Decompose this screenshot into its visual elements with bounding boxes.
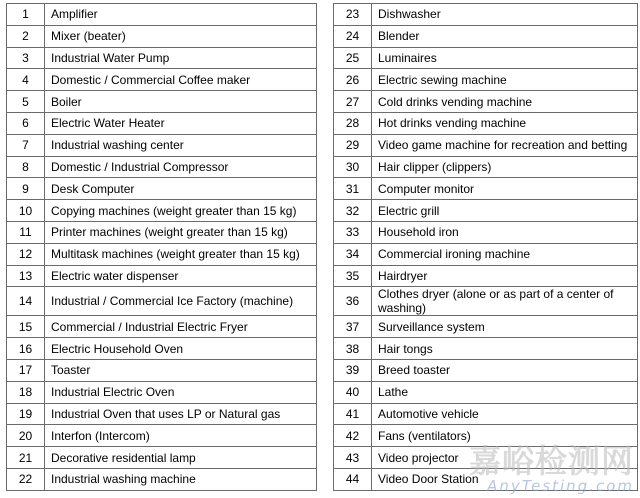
row-number: 44 bbox=[334, 468, 372, 490]
row-item: Industrial Oven that uses LP or Natural gas bbox=[45, 403, 317, 425]
row-number: 35 bbox=[334, 265, 372, 287]
row-number: 26 bbox=[334, 69, 372, 91]
row-number: 27 bbox=[334, 91, 372, 113]
row-number: 30 bbox=[334, 156, 372, 178]
row-item: Industrial washing machine bbox=[45, 468, 317, 490]
table-row bbox=[334, 359, 638, 381]
row-item: Breed toaster bbox=[372, 359, 638, 381]
row-item: Video Door Station bbox=[372, 468, 638, 490]
row-item: Video game machine for recreation and betting bbox=[372, 134, 638, 156]
row-item: Electric Water Heater bbox=[45, 112, 317, 134]
row-item: Commercial / Industrial Electric Fryer bbox=[45, 316, 317, 338]
table-row bbox=[334, 425, 638, 447]
table-row bbox=[7, 243, 317, 265]
row-number: 16 bbox=[7, 338, 45, 360]
table-row bbox=[334, 316, 638, 338]
table-row bbox=[7, 178, 317, 200]
row-number: 2 bbox=[7, 25, 45, 47]
row-number: 12 bbox=[7, 243, 45, 265]
row-item: Automotive vehicle bbox=[372, 403, 638, 425]
table-row bbox=[7, 69, 317, 91]
table-row bbox=[334, 447, 638, 469]
row-number: 11 bbox=[7, 221, 45, 243]
row-number: 36 bbox=[334, 287, 372, 316]
product-list bbox=[6, 3, 638, 491]
row-item: Hairdryer bbox=[372, 265, 638, 287]
row-item: Multitask machines (weight greater than 15 kg) bbox=[45, 243, 317, 265]
table-row bbox=[334, 134, 638, 156]
table-row bbox=[7, 134, 317, 156]
right-table bbox=[333, 3, 638, 491]
row-number: 17 bbox=[7, 359, 45, 381]
row-item: Mixer (beater) bbox=[45, 25, 317, 47]
row-item: Clothes dryer (alone or as part of a center of washing) bbox=[372, 287, 638, 316]
row-number: 10 bbox=[7, 200, 45, 222]
table-row bbox=[7, 91, 317, 113]
row-item: Industrial / Commercial Ice Factory (machine) bbox=[45, 287, 317, 316]
row-item: Printer machines (weight greater than 15 kg) bbox=[45, 221, 317, 243]
table-row bbox=[334, 403, 638, 425]
row-number: 13 bbox=[7, 265, 45, 287]
row-item: Surveillance system bbox=[372, 316, 638, 338]
row-item: Cold drinks vending machine bbox=[372, 91, 638, 113]
table-row bbox=[7, 468, 317, 490]
table-row bbox=[334, 25, 638, 47]
table-row bbox=[7, 338, 317, 360]
row-number: 29 bbox=[334, 134, 372, 156]
row-item: Dishwasher bbox=[372, 4, 638, 26]
row-number: 34 bbox=[334, 243, 372, 265]
row-number: 39 bbox=[334, 359, 372, 381]
table-row bbox=[334, 265, 638, 287]
table-row bbox=[7, 112, 317, 134]
row-number: 31 bbox=[334, 178, 372, 200]
row-item: Domestic / Commercial Coffee maker bbox=[45, 69, 317, 91]
row-item: Hair clipper (clippers) bbox=[372, 156, 638, 178]
table-row bbox=[334, 468, 638, 490]
row-item: Computer monitor bbox=[372, 178, 638, 200]
row-number: 20 bbox=[7, 425, 45, 447]
row-number: 23 bbox=[334, 4, 372, 26]
row-item: Hot drinks vending machine bbox=[372, 112, 638, 134]
table-row bbox=[7, 4, 317, 26]
column-gap bbox=[317, 3, 333, 491]
row-number: 38 bbox=[334, 338, 372, 360]
table-row bbox=[334, 47, 638, 69]
table-row bbox=[334, 112, 638, 134]
row-item: Amplifier bbox=[45, 4, 317, 26]
table-row bbox=[7, 359, 317, 381]
row-number: 41 bbox=[334, 403, 372, 425]
row-item: Fans (ventilators) bbox=[372, 425, 638, 447]
table-row bbox=[334, 200, 638, 222]
row-item: Interfon (Intercom) bbox=[45, 425, 317, 447]
row-number: 43 bbox=[334, 447, 372, 469]
row-item: Desk Computer bbox=[45, 178, 317, 200]
row-item: Decorative residential lamp bbox=[45, 447, 317, 469]
watermark-en: AnyTesting.com bbox=[487, 477, 634, 495]
table-row bbox=[334, 156, 638, 178]
table-row bbox=[334, 338, 638, 360]
table-row bbox=[7, 200, 317, 222]
row-item: Electric sewing machine bbox=[372, 69, 638, 91]
row-number: 15 bbox=[7, 316, 45, 338]
table-row bbox=[334, 243, 638, 265]
table-row bbox=[7, 287, 317, 316]
row-item: Luminaires bbox=[372, 47, 638, 69]
row-number: 1 bbox=[7, 4, 45, 26]
table-row bbox=[7, 316, 317, 338]
row-item: Blender bbox=[372, 25, 638, 47]
row-number: 28 bbox=[334, 112, 372, 134]
left-table bbox=[6, 3, 317, 491]
table-row bbox=[7, 156, 317, 178]
table-row bbox=[7, 425, 317, 447]
table-row bbox=[7, 447, 317, 469]
row-number: 9 bbox=[7, 178, 45, 200]
row-number: 19 bbox=[7, 403, 45, 425]
table-row bbox=[7, 403, 317, 425]
row-number: 42 bbox=[334, 425, 372, 447]
row-number: 5 bbox=[7, 91, 45, 113]
row-number: 22 bbox=[7, 468, 45, 490]
row-item: Industrial Electric Oven bbox=[45, 381, 317, 403]
row-number: 25 bbox=[334, 47, 372, 69]
row-number: 37 bbox=[334, 316, 372, 338]
table-row bbox=[334, 91, 638, 113]
row-number: 8 bbox=[7, 156, 45, 178]
table-row bbox=[7, 265, 317, 287]
row-item: Boiler bbox=[45, 91, 317, 113]
row-number: 18 bbox=[7, 381, 45, 403]
row-number: 21 bbox=[7, 447, 45, 469]
row-number: 24 bbox=[334, 25, 372, 47]
row-number: 3 bbox=[7, 47, 45, 69]
watermark-cn: 嘉峪检测网 bbox=[468, 442, 634, 480]
row-number: 7 bbox=[7, 134, 45, 156]
row-item: Industrial washing center bbox=[45, 134, 317, 156]
table-row bbox=[7, 381, 317, 403]
row-item: Electric Household Oven bbox=[45, 338, 317, 360]
row-item: Lathe bbox=[372, 381, 638, 403]
table-row bbox=[334, 381, 638, 403]
row-item: Industrial Water Pump bbox=[45, 47, 317, 69]
table-row bbox=[7, 25, 317, 47]
row-item: Electric water dispenser bbox=[45, 265, 317, 287]
table-row bbox=[334, 287, 638, 316]
row-number: 6 bbox=[7, 112, 45, 134]
row-item: Household iron bbox=[372, 221, 638, 243]
row-number: 40 bbox=[334, 381, 372, 403]
table-row bbox=[7, 47, 317, 69]
table-row bbox=[334, 69, 638, 91]
row-item: Electric grill bbox=[372, 200, 638, 222]
row-item: Domestic / Industrial Compressor bbox=[45, 156, 317, 178]
row-item: Toaster bbox=[45, 359, 317, 381]
row-number: 14 bbox=[7, 287, 45, 316]
row-item: Video projector bbox=[372, 447, 638, 469]
table-row bbox=[334, 221, 638, 243]
row-item: Copying machines (weight greater than 15 kg) bbox=[45, 200, 317, 222]
row-number: 32 bbox=[334, 200, 372, 222]
table-row bbox=[334, 4, 638, 26]
table-row bbox=[334, 178, 638, 200]
row-number: 4 bbox=[7, 69, 45, 91]
row-item: Commercial ironing machine bbox=[372, 243, 638, 265]
table-row bbox=[7, 221, 317, 243]
row-number: 33 bbox=[334, 221, 372, 243]
row-item: Hair tongs bbox=[372, 338, 638, 360]
